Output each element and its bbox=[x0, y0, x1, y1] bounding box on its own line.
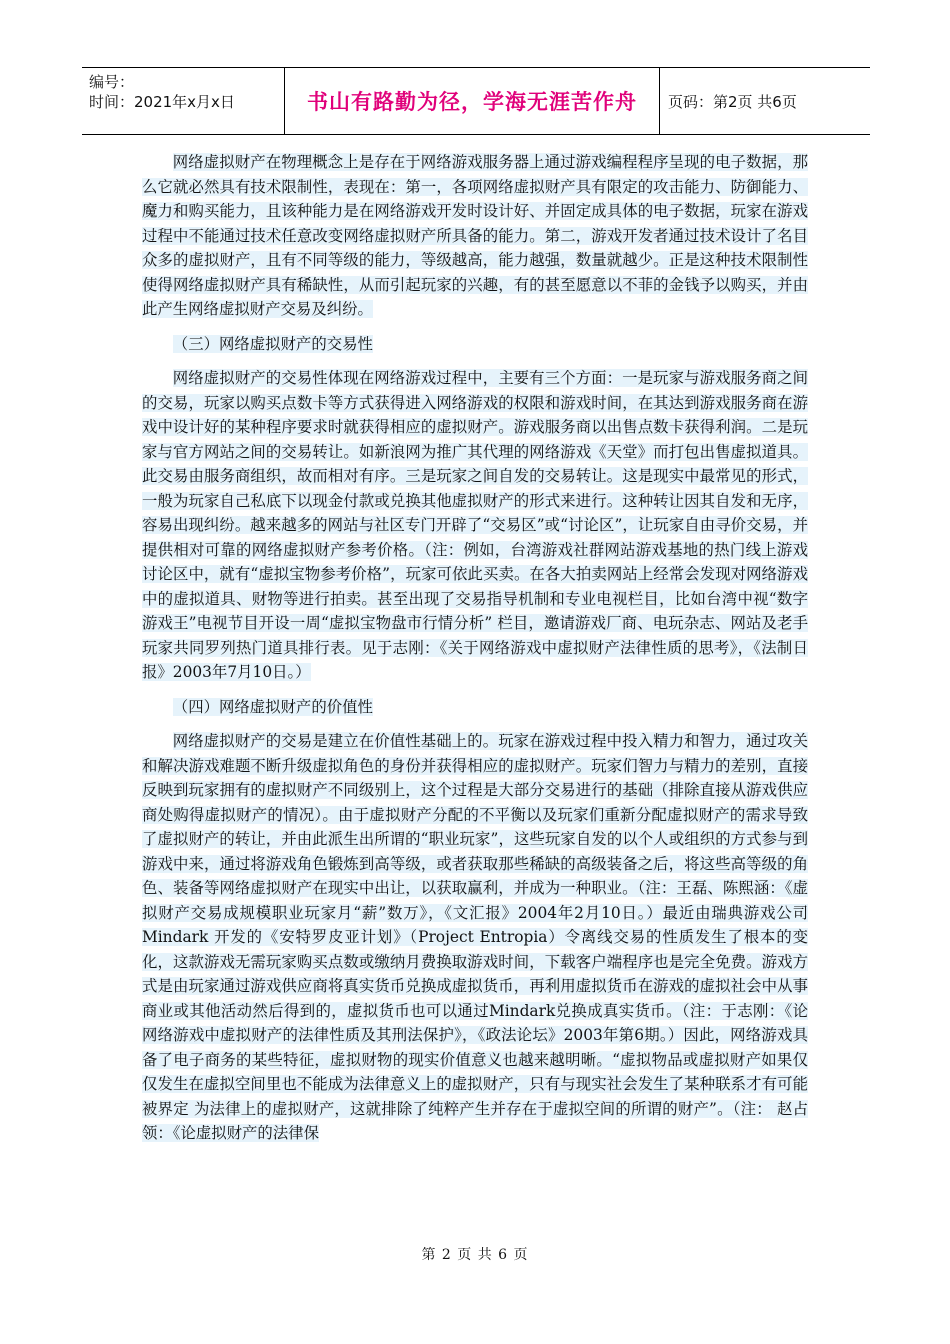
header-page-cell bbox=[660, 68, 870, 134]
page-label: 页码：第2页 共6页 bbox=[668, 92, 797, 111]
document-body bbox=[142, 150, 808, 1146]
section-heading-4: （四）网络虚拟财产的价值性 bbox=[172, 697, 373, 716]
body-paragraph-1: 网络虚拟财产在物理概念上是存在于网络游戏服务器上通过游戏编程程序呈现的电子数据，那么它就必然具有技术限制性，表现在：第一，各项网络虚拟财产具有限定的攻击能力、防御能力、魔力和购买能力，且该种能力是在网络游戏开发时设计好、并固定成具体的电子数据，玩家在游戏过程中不能通过技术任意改变网络虚拟财产所具备的能力。第二，游戏开发者通过技术设计了名目众多的虚拟财产，且有不同等级的能力，等级越高，能力越强，数量就越少。正是这种技术限制性使得网络虚拟财产具有稀缺性，从而引起玩家的兴趣，有的甚至愿意以不菲的金钱予以购买，并由此产生网络虚拟财产交易及纠纷。 bbox=[142, 153, 808, 318]
section-heading-3: （三）网络虚拟财产的交易性 bbox=[172, 334, 373, 353]
page-footer: 第 2 页 共 6 页 bbox=[421, 1247, 529, 1263]
header-left-cell bbox=[82, 68, 285, 134]
body-paragraph-3: 网络虚拟财产的交易是建立在价值性基础上的。玩家在游戏过程中投入精力和智力，通过攻关和解决游戏难题不断升级虚拟角色的身份并获得相应的虚拟财产。玩家们智力与精力的差别，直接反映到玩家拥有的虚拟财产不同级别上，这个过程是大部分交易进行的基础（排除直接从游戏供应商处购得虚拟财产的情况）。由于虚拟财产分配的不平衡以及玩家们重新分配虚拟财产的需求导致了虚拟财产的转让，并由此派生出所谓的“职业玩家”，这些玩家自发的以个人或组织的方式参与到游戏中来，通过将游戏角色锻炼到高等级，或者获取那些稀缺的高级装备之后，将这些高等级的角色、装备等网络虚拟财产在现实中出让，以获取赢利，并成为一种职业。（注：王磊、陈熙涵：《虚拟财产交易成规模职业玩家月“薪”数万》，《文汇报》2004年2月10日。）最近由瑞典游戏公司 Mindark 开发的《安特罗皮亚计划》（Project Entropia）令离线交易的性质发生了根本的变化，这款游戏无需玩家购买点数或缴纳月费换取游戏时间，下载客户端程序也是完全免费。游戏方式是由玩家通过游戏供应商将真实货币兑换成虚拟货币，再利用虚拟货币在游戏的虚拟社会中从事商业或其他活动然后得到的，虚拟货币也可以通过Mindark兑换成真实货币。（注：于志刚：《论网络游戏中虚拟财产的法律性质及其刑法保护》，《政法论坛》2003年第6期。）因此，网络游戏具备了电子商务的某些特征，虚拟财物的现实价值意义也越来越明晰。“虚拟物品或虚拟财产如果仅仅发生在虚拟空间里也不能成为法律意义上的虚拟财产，只有与现实社会发生了某种联系才有可能被界定 为法律上的虚拟财产，这就排除了纯粹产生并存在于虚拟空间的所谓的财产”。（注： 赵占领：《论虚拟财产的法律保 bbox=[142, 732, 808, 1142]
body-paragraph-2: 网络虚拟财产的交易性体现在网络游戏过程中，主要有三个方面：一是玩家与游戏服务商之间的交易，玩家以购买点数卡等方式获得进入网络游戏的权限和游戏时间，在其达到游戏服务商在游戏中设计好的某种程序要求时就获得相应的虚拟财产。游戏服务商以出售点数卡获得利润。二是玩家与官方网站之间的交易转让。如新浪网为推广其代理的网络游戏《天堂》而打包出售虚拟道具。此交易由服务商组织，故而相对有序。三是玩家之间自发的交易转让。这是现实中最常见的形式，一般为玩家自己私底下以现金付款或兑换其他虚拟财产的形式来进行。这种转让因其自发和无序，容易出现纠纷。越来越多的网站与社区专门开辟了“交易区”或“讨论区”，让玩家自由寻价交易，并提供相对可靠的网络虚拟财产参考价格。（注：例如，台湾游戏社群网站游戏基地的热门线上游戏讨论区中，就有“虚拟宝物参考价格”，玩家可依此买卖。在各大拍卖网站上经常会发现对网络游戏中的虚拟道具、财物等进行拍卖。甚至出现了交易指导机制和专业电视栏目，比如台湾中视“数字游戏王”电视节目开设一周“虚拟宝物盘市行情分析” 栏目，邀请游戏厂商、电玩杂志、网站及老手玩家共同罗列热门道具排行表。见于志刚：《关于网络游戏中虚拟财产法律性质的思考》，《法制日报》2003年7月10日。） bbox=[142, 369, 808, 681]
motto-text: 书山有路勤为径，学海无涯苦作舟 bbox=[307, 90, 637, 114]
time-label: 时间：2021年x月x日 bbox=[89, 93, 235, 111]
number-label: 编号： bbox=[89, 73, 135, 91]
header-motto-cell bbox=[285, 68, 660, 134]
header-table bbox=[82, 67, 870, 135]
